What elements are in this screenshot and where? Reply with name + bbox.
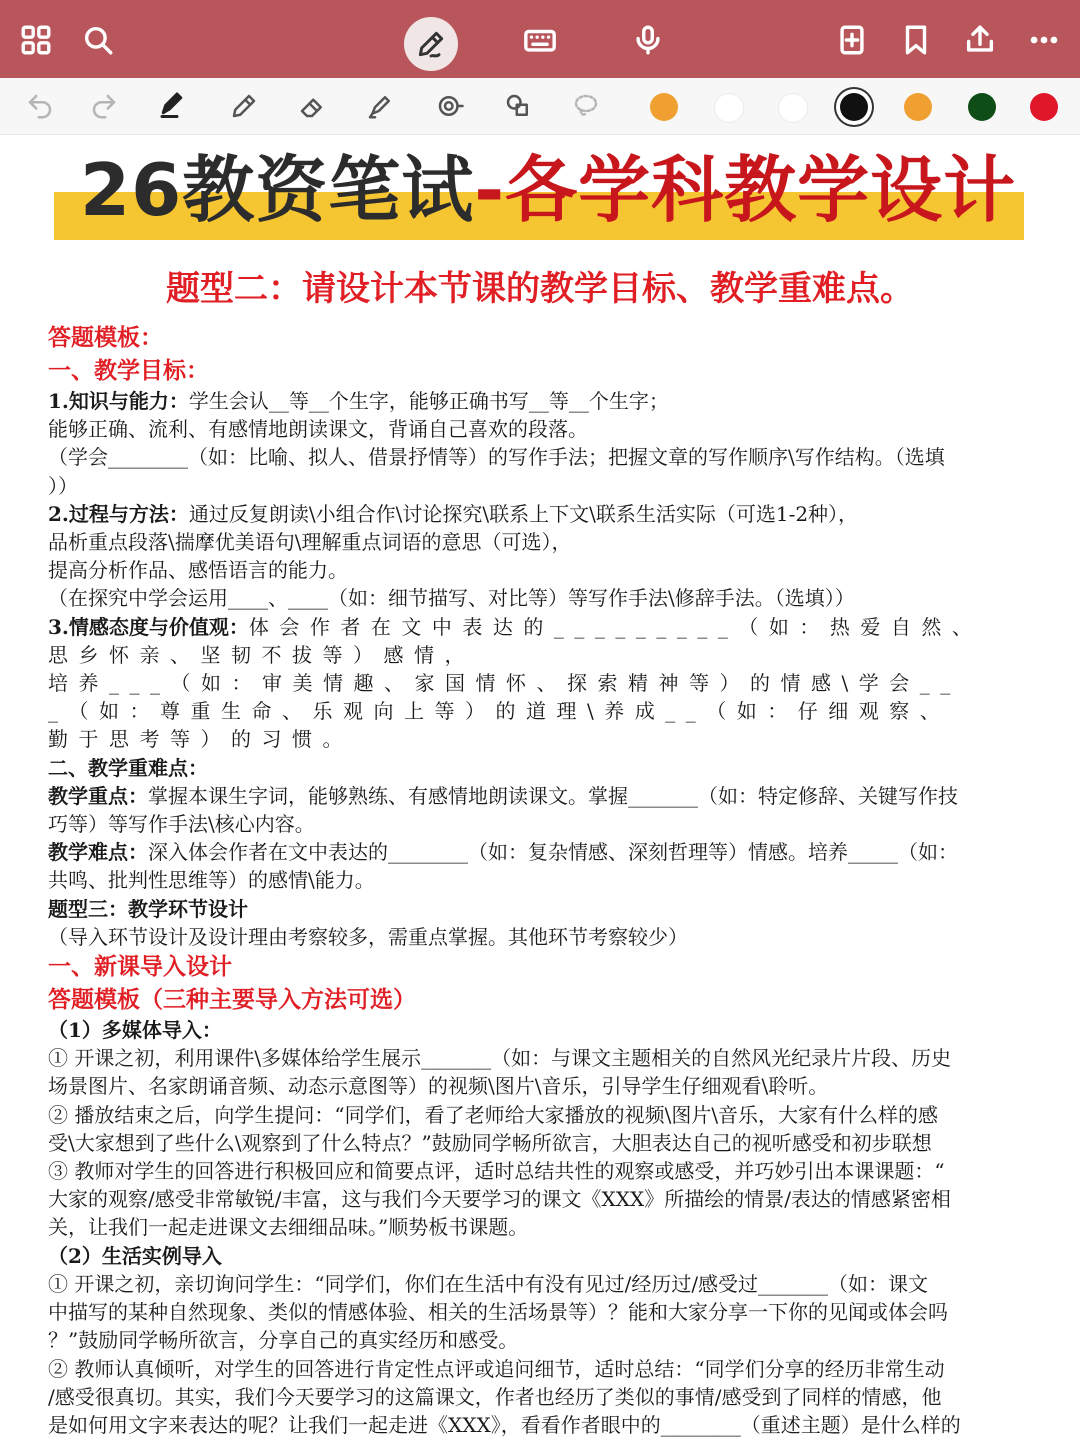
paragraph: 受\大家想到了些什么\观察到了什么特点？”鼓励同学畅所欲言，大胆表达自己的视听感受和初步联想 [48, 1130, 932, 1155]
text: 学生会认__等__个生字，能够正确书写__等__个生字； [188, 389, 669, 413]
paragraph: 关，让我们一起走进课文去细细品味。”顺势板书课题。 [48, 1215, 529, 1240]
paragraph [48, 838, 1038, 866]
title-part-2: -各学科教学设计 [474, 148, 1017, 232]
paragraph: 品析重点段落\揣摩优美语句\理解重点词语的意思（可选）， [48, 530, 572, 555]
knowledge-label: 1.知识与能力： [48, 389, 189, 413]
paragraph: （在探究中学会运用____、____（如：细节描写、对比等）等写作手法\修辞手法。（选填）） [48, 586, 855, 611]
color-swatch-orange-2[interactable] [904, 93, 932, 121]
more-icon[interactable] [1024, 20, 1064, 60]
key-point-label: 教学重点： [48, 783, 148, 808]
color-swatch-white[interactable] [714, 93, 744, 123]
paragraph: 思乡怀亲、坚韧不拔等）感情， [48, 642, 475, 667]
eraser-icon[interactable] [294, 88, 330, 124]
paragraph [48, 613, 1038, 641]
color-swatch-red[interactable] [1030, 93, 1058, 121]
page-subtitle: 题型二：请设计本节课的教学目标、教学重难点。 [166, 269, 914, 309]
paragraph: ）） [48, 473, 78, 498]
paragraph [48, 500, 1038, 528]
section-1-heading: 一、教学目标： [48, 356, 209, 384]
tape-icon[interactable] [432, 88, 468, 124]
color-swatch-white-2[interactable] [778, 93, 808, 123]
paragraph: 巧等）等写作手法\核心内容。 [48, 812, 315, 837]
emotion-label: 3.情感态度与价值观： [48, 614, 249, 639]
intro-template-heading: 答题模板（三种主要导入方法可选） [48, 985, 416, 1013]
type-3-heading: 题型三：教学环节设计 [48, 896, 248, 921]
grid-icon[interactable] [16, 20, 56, 60]
pen-mode-icon[interactable] [404, 17, 458, 71]
highlighter-icon[interactable] [362, 88, 398, 124]
section-2-heading: 二、教学重难点： [48, 755, 208, 780]
paragraph: 培养___（如：审美情趣、家国情怀、探索精神等）的情感\学会__ [48, 671, 961, 696]
paragraph: （学会________（如：比喻、拟人、借景抒情等）的写作手法；把握文章的写作顺序\写作结构。（选填 [48, 445, 945, 470]
text: 掌握本课生字词，能够熟练、有感情地朗读课文。掌握_______（如：特定修辞、关键写作技 [148, 783, 958, 808]
paragraph: 共鸣、批判性思维等）的感情\能力。 [48, 868, 375, 893]
search-icon[interactable] [78, 20, 118, 60]
text: 深入体会作者在文中表达的________（如：复杂情感、深刻哲理等）情感。培养_____（如： [148, 840, 958, 865]
paragraph: 勤于思考等）的习惯。 [48, 727, 353, 752]
paragraph: ？”鼓励同学畅所欲言，分享自己的真实经历和感受。 [48, 1328, 519, 1353]
page-title [80, 142, 1040, 238]
paragraph: 中描写的某种自然现象、类似的情感体验、相关的生活场景等）？能和大家分享一下你的见闻或体会吗 [48, 1300, 948, 1325]
paragraph: _（如：尊重生命、乐观向上等）的道理\养成__（如：仔细观察、 [48, 699, 951, 724]
difficulty-label: 教学难点： [48, 840, 148, 865]
paragraph: /感受很真切。其实，我们今天要学习的这篇课文，作者也经历了类似的事情/感受到了同样的情感，他 [48, 1384, 942, 1409]
paragraph: 提高分析作品、感悟语言的能力。 [48, 558, 348, 583]
answer-template-heading: 答题模板： [48, 324, 163, 351]
add-page-icon[interactable] [832, 20, 872, 60]
lasso-icon[interactable] [568, 88, 604, 124]
paragraph: （导入环节设计及设计理由考察较多，需重点掌握。其他环节考察较少） [48, 924, 688, 949]
method-1-heading: （1）多媒体导入： [48, 1018, 222, 1043]
mic-icon[interactable] [628, 20, 668, 60]
keyboard-icon[interactable] [520, 20, 560, 60]
paragraph: 场景图片、名家朗诵音频、动态示意图等）的视频\图片\音乐，引导学生仔细观看\聆听。 [48, 1074, 829, 1099]
bookmark-icon[interactable] [896, 20, 936, 60]
paragraph: ③ 教师对学生的回答进行积极回应和简要点评，适时总结共性的观察或感受，并巧妙引出本课课题：“ [48, 1159, 945, 1184]
color-swatch-orange[interactable] [650, 93, 678, 121]
title-part-1: 26教资笔试 [80, 148, 475, 232]
document-body [48, 322, 1038, 1439]
paragraph: 大家的观察/感受非常敏锐/丰富，这与我们今天要学习的课文《XXX》所描绘的情景/表达的情感紧密相 [48, 1187, 951, 1212]
undo-icon[interactable] [22, 88, 58, 124]
paragraph: ① 开课之初，利用课件\多媒体给学生展示_______（如：与课文主题相关的自然风光纪录片片段、历史 [48, 1046, 952, 1071]
fountain-pen-icon[interactable] [154, 86, 190, 122]
intro-heading: 一、新课导入设计 [48, 953, 232, 981]
app-top-bar [0, 0, 1080, 78]
process-label: 2.过程与方法： [48, 501, 189, 526]
color-swatch-black-selected[interactable] [840, 93, 868, 121]
method-2-heading: （2）生活实例导入 [48, 1243, 222, 1268]
paragraph: ① 开课之初，亲切询问学生：“同学们，你们在生活中有没有见过/经历过/感受过_______（如：课文 [48, 1271, 929, 1296]
paragraph [48, 782, 1038, 810]
paragraph [48, 387, 1038, 415]
paragraph: ② 教师认真倾听，对学生的回答进行肯定性点评或追问细节，适时总结：“同学们分享的经历非常生动 [48, 1356, 945, 1381]
share-icon[interactable] [960, 20, 1000, 60]
paragraph: 是如何用文字来表达的呢？让我们一起走进《XXX》，看看作者眼中的________（重述主题）是什么样的 [48, 1412, 961, 1437]
redo-icon[interactable] [86, 88, 122, 124]
color-swatch-green[interactable] [968, 93, 996, 121]
shapes-icon[interactable] [500, 88, 536, 124]
pencil-icon[interactable] [226, 88, 262, 124]
text: 通过反复朗读\小组合作\讨论探究\联系上下文\联系生活实际（可选1-2种）， [188, 501, 859, 526]
text: 体会作者在文中表达的_________（如：热爱自然、 [248, 614, 983, 639]
paragraph: ② 播放结束之后，向学生提问：“同学们，看了老师给大家播放的视频\图片\音乐，大家有什么样的感 [48, 1102, 939, 1127]
paragraph: 能够正确、流利、有感情地朗读课文，背诵自己喜欢的段落。 [48, 417, 588, 442]
